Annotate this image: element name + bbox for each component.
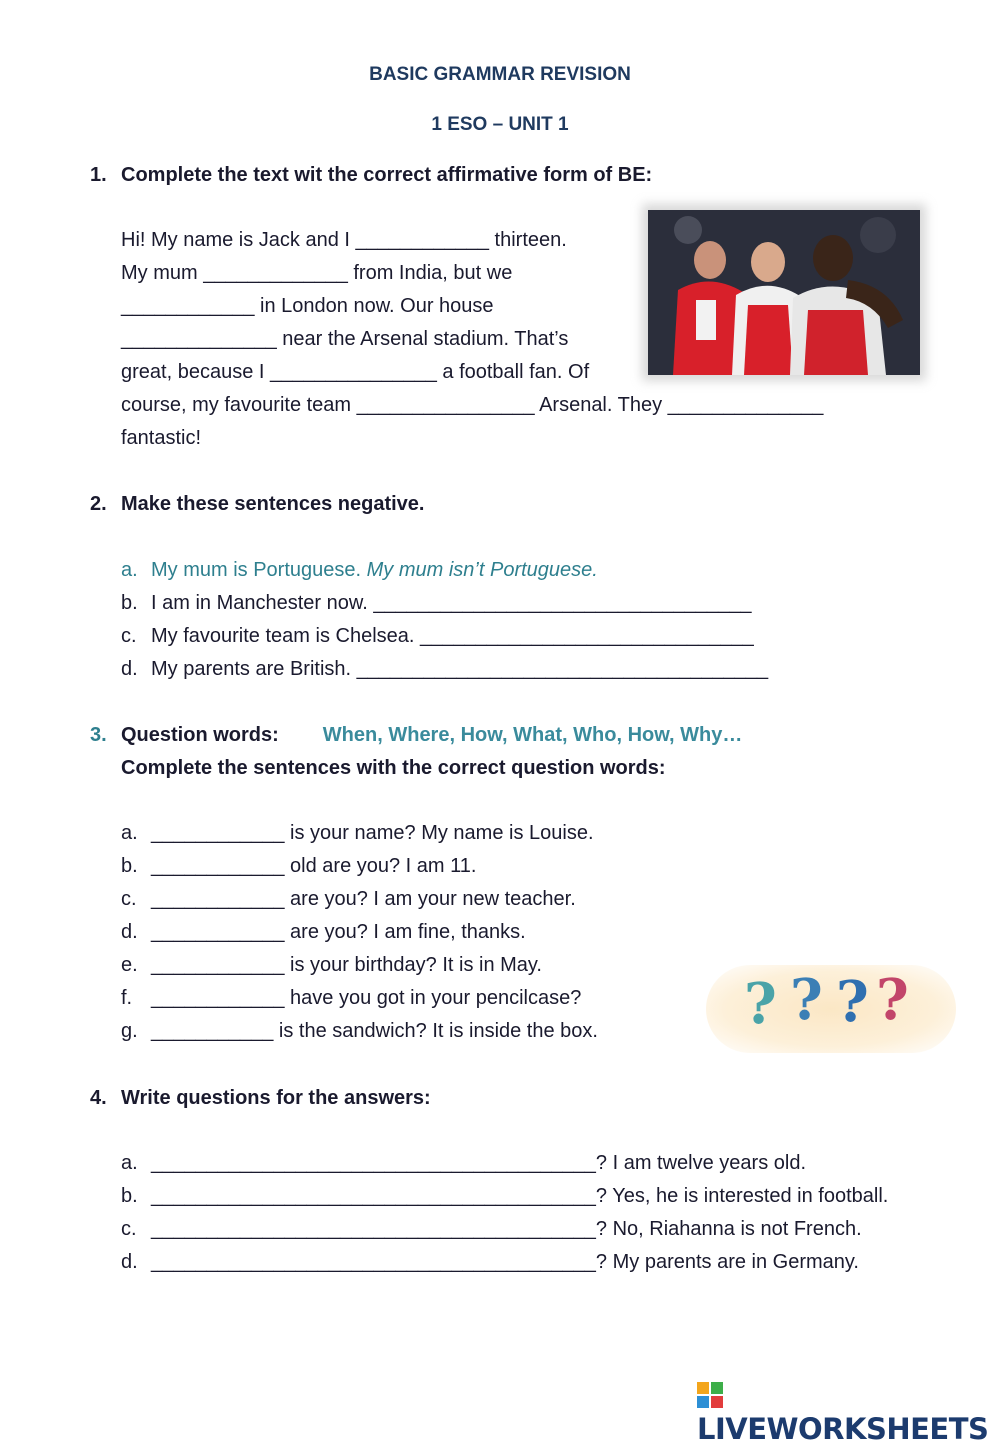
exercise-2-item[interactable] bbox=[121, 592, 752, 615]
item-label: c. bbox=[121, 1218, 137, 1240]
football-players-photo bbox=[648, 210, 920, 375]
liveworksheets-logo-text: LIVEWORKSHEETS bbox=[697, 1412, 989, 1446]
exercise-3-item[interactable] bbox=[121, 855, 476, 878]
item-text[interactable]: ___________ is the sandwich? It is inside the box. bbox=[151, 1020, 598, 1042]
item-text[interactable]: I am in Manchester now. __________________________________ bbox=[151, 592, 752, 614]
item-text[interactable]: ____________ is your birthday? It is in May. bbox=[151, 954, 542, 976]
question-marks-image bbox=[706, 965, 956, 1053]
worksheet-title: BASIC GRAMMAR REVISION bbox=[369, 64, 631, 85]
example-answer: My mum isn’t Portuguese. bbox=[366, 559, 598, 581]
item-label: a. bbox=[121, 1152, 138, 1174]
exercise-3-item[interactable] bbox=[121, 1020, 598, 1043]
exercise-1-line: ____________ in London now. Our house bbox=[121, 295, 494, 317]
item-text[interactable]: ________________________________________? No, Riahanna is not French. bbox=[151, 1218, 862, 1240]
item-text[interactable]: My parents are British. _____________________________________ bbox=[151, 658, 769, 680]
exercise-1-number: 1. bbox=[90, 164, 107, 186]
item-label: b. bbox=[121, 592, 138, 614]
item-text[interactable]: ____________ are you? I am your new teacher. bbox=[151, 888, 576, 910]
exercise-3-item[interactable] bbox=[121, 888, 576, 911]
exercise-2-number: 2. bbox=[90, 493, 107, 515]
exercise-3-item[interactable] bbox=[121, 987, 581, 1010]
exercise-1-line: Hi! My name is Jack and I ____________ thirteen. bbox=[121, 229, 567, 251]
item-label: d. bbox=[121, 921, 138, 943]
exercise-1-heading bbox=[90, 164, 652, 187]
exercise-2-item[interactable] bbox=[121, 625, 754, 648]
item-label: g. bbox=[121, 1020, 138, 1042]
item-label: f. bbox=[121, 987, 133, 1009]
item-label: e. bbox=[121, 954, 138, 976]
item-text[interactable]: ____________ are you? I am fine, thanks. bbox=[151, 921, 526, 943]
question-mark-icon: ? bbox=[836, 969, 869, 1035]
exercise-4-item[interactable] bbox=[121, 1152, 806, 1175]
worksheet-subtitle: 1 ESO – UNIT 1 bbox=[431, 114, 569, 135]
question-mark-icon: ? bbox=[790, 967, 823, 1033]
item-label: a. bbox=[121, 822, 138, 844]
exercise-2-heading-text: Make these sentences negative. bbox=[121, 493, 425, 515]
exercise-3-subheading: Complete the sentences with the correct question words: bbox=[121, 757, 666, 779]
item-text[interactable]: ________________________________________? My parents are in Germany. bbox=[151, 1251, 859, 1273]
exercise-2-example bbox=[121, 559, 598, 582]
exercise-1-line: ______________ near the Arsenal stadium. That’s bbox=[121, 328, 569, 350]
item-text[interactable]: My favourite team is Chelsea. ______________________________ bbox=[151, 625, 754, 647]
item-text[interactable]: ________________________________________? Yes, he is interested in football. bbox=[151, 1185, 889, 1207]
item-text[interactable]: ____________ have you got in your pencilcase? bbox=[151, 987, 582, 1009]
exercise-3-number: 3. bbox=[90, 724, 107, 746]
exercise-3-heading-text: Question words: bbox=[121, 724, 279, 746]
item-label: a. bbox=[121, 559, 138, 581]
exercise-3-item[interactable] bbox=[121, 954, 542, 977]
exercise-4-heading bbox=[90, 1087, 431, 1110]
exercise-1-line: fantastic! bbox=[121, 427, 202, 449]
item-label: b. bbox=[121, 1185, 138, 1207]
item-text[interactable]: ________________________________________? I am twelve years old. bbox=[151, 1152, 807, 1174]
exercise-3-item[interactable] bbox=[121, 822, 594, 845]
exercise-2-heading bbox=[90, 493, 424, 516]
exercise-2-item[interactable] bbox=[121, 658, 768, 681]
example-sentence: My mum is Portuguese. bbox=[151, 559, 362, 581]
item-label: c. bbox=[121, 888, 137, 910]
exercise-4-item[interactable] bbox=[121, 1251, 859, 1274]
exercise-4-item[interactable] bbox=[121, 1185, 888, 1208]
football-players-icon bbox=[648, 210, 920, 375]
exercise-3-heading bbox=[90, 724, 742, 747]
item-label: d. bbox=[121, 658, 138, 680]
exercise-3-item[interactable] bbox=[121, 921, 526, 944]
exercise-4-heading-text: Write questions for the answers: bbox=[121, 1087, 431, 1109]
exercise-1-line: My mum _____________ from India, but we bbox=[121, 262, 513, 284]
exercise-4-number: 4. bbox=[90, 1087, 107, 1109]
liveworksheets-logo[interactable] bbox=[697, 1378, 1000, 1446]
question-words-list: When, Where, How, What, Who, How, Why… bbox=[322, 724, 743, 746]
question-mark-icon: ? bbox=[876, 967, 909, 1033]
item-label: b. bbox=[121, 855, 138, 877]
item-label: c. bbox=[121, 625, 137, 647]
exercise-1-line: course, my favourite team ________________ Arsenal. They ______________ bbox=[121, 394, 824, 416]
item-label: d. bbox=[121, 1251, 138, 1273]
exercise-1-line: great, because I _______________ a football fan. Of bbox=[121, 361, 590, 383]
exercise-4-item[interactable] bbox=[121, 1218, 862, 1241]
question-mark-icon: ? bbox=[744, 971, 777, 1037]
item-text[interactable]: ____________ is your name? My name is Louise. bbox=[151, 822, 594, 844]
item-text[interactable]: ____________ old are you? I am 11. bbox=[151, 855, 477, 877]
liveworksheets-logo-icon bbox=[697, 1381, 723, 1407]
exercise-1-heading-text: Complete the text wit the correct affirmative form of BE: bbox=[121, 164, 653, 186]
